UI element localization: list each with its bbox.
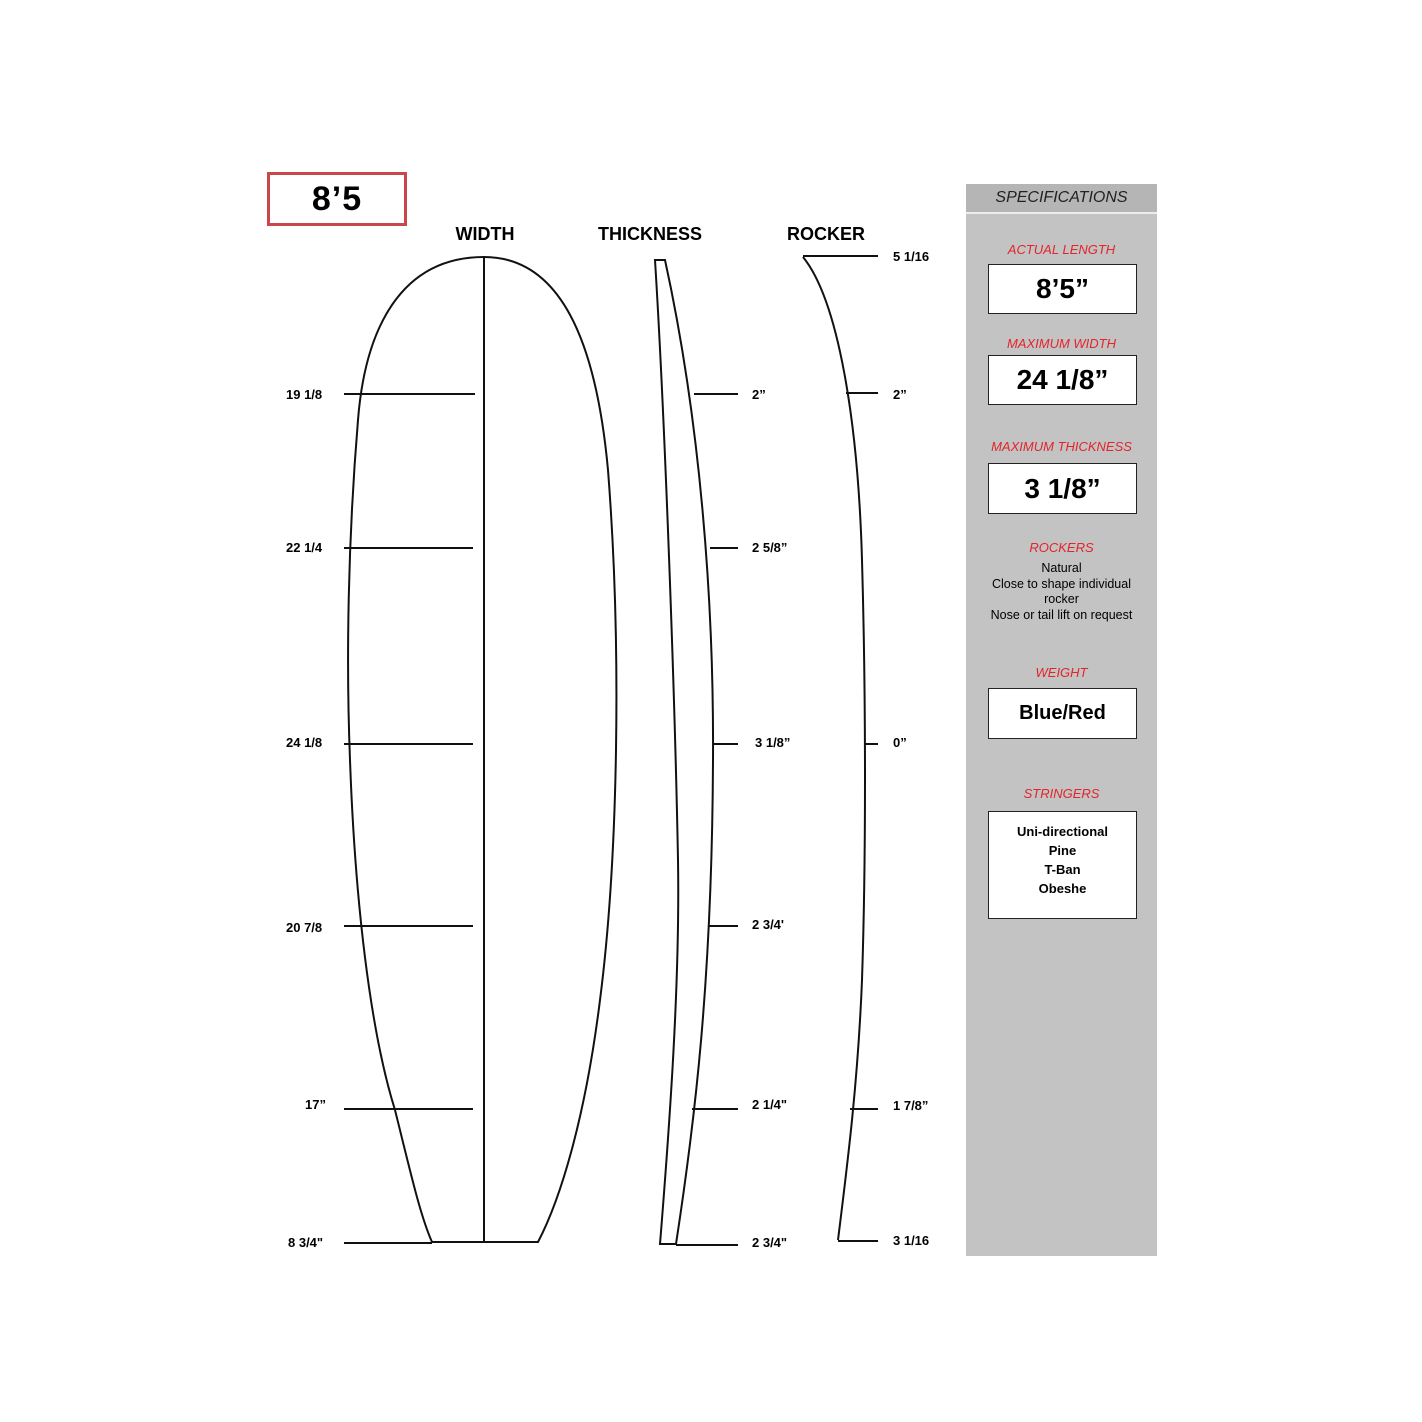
thickness-label-1: 2” [752, 387, 766, 402]
weight-label: WEIGHT [1035, 665, 1088, 680]
width-label-6: 8 3/4" [288, 1235, 324, 1250]
rocker-outline [803, 257, 865, 1240]
rockers-description [966, 561, 1157, 623]
specifications-panel [966, 184, 1157, 1256]
rocker-label-2: 2” [893, 387, 907, 402]
maximum-thickness-value: 3 1/8” [988, 463, 1137, 514]
specifications-title: SPECIFICATIONS [966, 184, 1157, 214]
thickness-outline [655, 260, 713, 1244]
stringer-item: Uni-directional [1016, 824, 1108, 839]
thickness-label-4: 2 3/4' [752, 917, 785, 932]
width-label-5: 17” [305, 1097, 326, 1112]
width-label-2: 22 1/4 [286, 540, 323, 555]
rockers-line-1: Natural [1041, 561, 1082, 575]
stringer-item: T-Ban [1044, 862, 1081, 877]
stringer-item: Pine [1048, 843, 1077, 858]
rockers-line-3: rocker [1044, 592, 1079, 606]
rocker-label-4: 1 7/8” [893, 1098, 929, 1113]
width-label-1: 19 1/8 [286, 387, 323, 402]
rocker-heading: ROCKER [786, 224, 865, 244]
width-label-3: 24 1/8 [286, 735, 323, 750]
weight-value: Blue/Red [988, 688, 1137, 739]
stringers-label: STRINGERS [1023, 786, 1100, 801]
stringers-box [988, 811, 1137, 919]
actual-length-value: 8’5” [988, 264, 1137, 314]
rockers-line-4: Nose or tail lift on request [990, 607, 1133, 622]
maximum-thickness-label: MAXIMUM THICKNESS [991, 439, 1132, 454]
model-title: 8’5 [311, 179, 363, 218]
thickness-label-2: 2 5/8” [752, 540, 788, 555]
planform-outline [348, 257, 616, 1242]
width-heading: WIDTH [455, 224, 515, 244]
thickness-label-6: 2 3/4" [752, 1235, 788, 1250]
maximum-width-value: 24 1/8” [988, 355, 1137, 405]
rockers-label: ROCKERS [1029, 540, 1094, 555]
rocker-label-3: 0” [893, 735, 907, 750]
thickness-label-5: 2 1/4" [752, 1097, 788, 1112]
rocker-label-5: 3 1/16 [893, 1233, 930, 1248]
rockers-line-2: Close to shape individual [992, 576, 1131, 591]
stringer-item: Obeshe [1038, 881, 1087, 896]
width-label-4: 20 7/8 [286, 920, 323, 935]
thickness-heading: THICKNESS [597, 224, 702, 244]
rocker-label-1: 5 1/16 [893, 249, 930, 264]
maximum-width-label: MAXIMUM WIDTH [1006, 336, 1117, 351]
thickness-label-3: 3 1/8” [755, 735, 791, 750]
actual-length-label: ACTUAL LENGTH [1007, 242, 1116, 257]
